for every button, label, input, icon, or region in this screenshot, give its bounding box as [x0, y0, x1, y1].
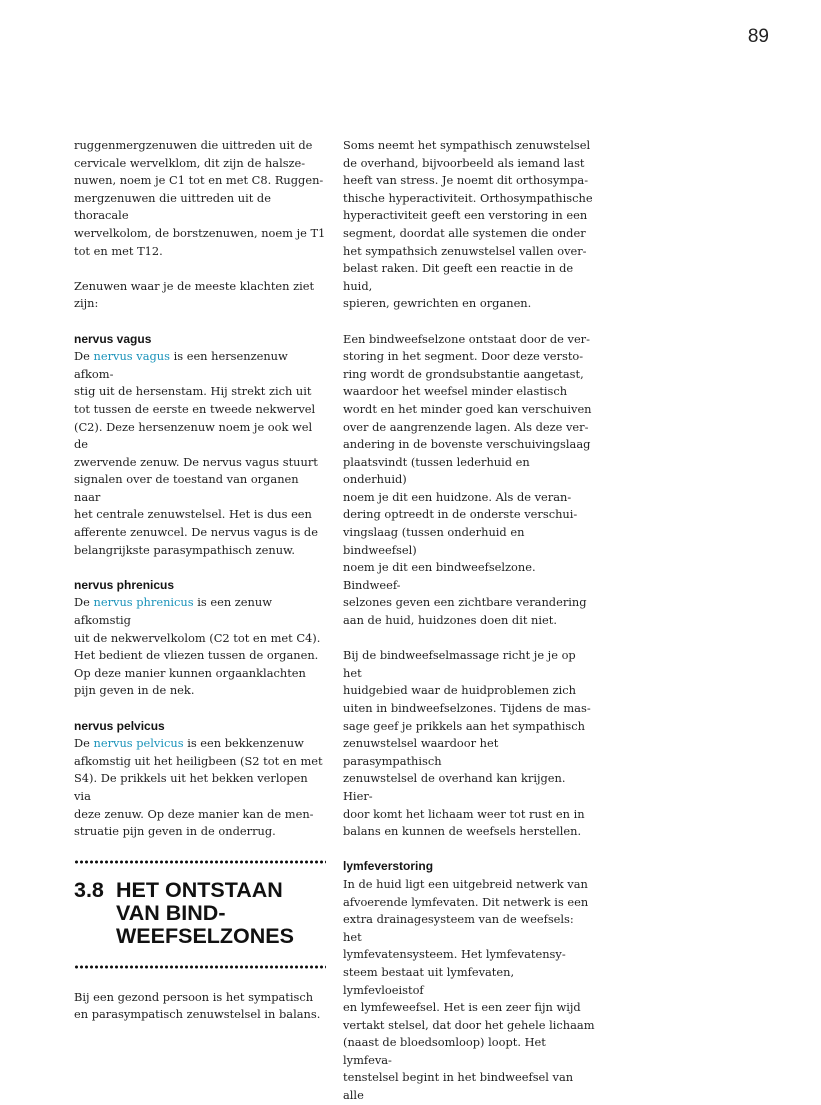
sympathetic-paragraph	[343, 137, 595, 313]
text-line: Bij een gezond persoon is het sympatisch	[74, 989, 314, 1004]
page-number: 89	[747, 26, 769, 47]
section-title-line: HET ONTSTAAN	[116, 877, 283, 902]
text-line: nuwen, noem je C1 tot en met C8. Ruggen-	[74, 173, 324, 188]
connective-zone-paragraph	[343, 331, 595, 630]
text-line: segment, doordat alle systemen die onder	[343, 225, 586, 240]
text-line: In de huid ligt een uitgebreid netwerk van	[343, 876, 588, 891]
text-line: thische hyperactiviteit. Orthosympathische	[343, 190, 593, 205]
text-line: balans en kunnen de weefsels herstellen.	[343, 824, 582, 839]
text-line: (C2). Deze hersenzenuw noem je ook wel de	[74, 419, 313, 452]
text-line: aan de huid, huidzones doen dit niet.	[343, 613, 557, 628]
lymph-block	[343, 858, 595, 1104]
text-line: en lymfeweefsel. Het is een zeer fijn wijd	[343, 1000, 581, 1015]
text-line: vingslaag (tussen onderhuid en bindweefsel)	[343, 525, 525, 557]
pelvicus-block	[74, 718, 326, 841]
text-line: zwervende zenuw. De nervus vagus stuurt	[74, 454, 318, 469]
text-line: door komt het lichaam weer tot rust en in	[343, 806, 585, 821]
text-line: Een bindweefselzone ontstaat door de ver-	[343, 331, 590, 346]
phrenicus-heading: nervus phrenicus	[74, 577, 175, 592]
text-line: extra drainagesysteem van de weefsels: het	[343, 912, 574, 944]
text-suffix: is een bekkenzenuw	[183, 736, 304, 751]
text-line: en parasympatisch zenuwstelsel in balans.	[74, 1007, 321, 1022]
text-line: wordt en het minder goed kan verschuiven	[343, 401, 592, 416]
text-line: ring wordt de grondsubstantie aangetast,	[343, 366, 584, 381]
text-line: over de aangrenzende lagen. Als deze ver-	[343, 419, 589, 434]
text-line: signalen over de toestand van organen naar	[74, 472, 299, 504]
text-line: zenuwstelsel waardoor het parasympathisch	[343, 736, 499, 768]
text-line: selzones geven een zichtbare verandering	[343, 595, 587, 610]
intro-paragraph	[74, 137, 326, 260]
text-line: huidgebied waar de huidproblemen zich	[343, 683, 577, 698]
text-line: plaatsvindt (tussen lederhuid en onderhuid)	[343, 454, 530, 487]
text-line: steem bestaat uit lymfevaten, lymfevloeistof	[343, 964, 515, 997]
text-line: belangrijkste parasympathisch zenuw.	[74, 542, 296, 557]
text-line: de overhand, bijvoorbeeld als iemand last	[343, 155, 585, 170]
text-line	[74, 594, 326, 629]
left-column	[74, 137, 326, 1024]
phrenicus-term: nervus phrenicus	[93, 595, 194, 610]
text-line: tenstelsel begint in het bindweefsel van alle	[343, 1070, 574, 1103]
text-suffix: is een zenuw afkomstig	[74, 595, 272, 628]
vagus-heading: nervus vagus	[74, 331, 152, 346]
text-line	[74, 348, 326, 383]
text-line: wervelkolom, de borstzenuwen, noem je T1	[74, 225, 326, 240]
section-number: 3.8	[74, 877, 104, 902]
complaints-intro: Zenuwen waar je de meeste klachten ziet zijn:	[74, 278, 315, 311]
text-prefix: De	[74, 736, 94, 751]
text-prefix: De	[74, 349, 94, 364]
section-title-line: VAN BIND-	[116, 900, 226, 925]
text-line: sage geef je prikkels aan het sympathisch	[343, 718, 585, 733]
text-line: uiten in bindweefselzones. Tijdens de mas-	[343, 701, 591, 715]
text-line: zenuwstelsel de overhand kan krijgen. Hier-	[343, 771, 566, 803]
text-line: hyperactiviteit geeft een verstoring in een	[343, 208, 588, 223]
text-line: afvoerende lymfevaten. Dit netwerk is een	[343, 894, 589, 909]
text-line: stig uit de hersenstam. Hij strekt zich uit	[74, 384, 312, 399]
text-line: noem je dit een bindweefselzone. Bindweef-	[343, 560, 536, 592]
text-line: Soms neemt het sympathisch zenuwstelsel	[343, 138, 591, 152]
text-line: tot tussen de eerste en tweede nekwervel	[74, 401, 316, 416]
text-line: Bij de bindweefselmassage richt je je op het	[343, 648, 576, 680]
text-line: noem je dit een huidzone. Als de veran-	[343, 489, 572, 504]
text-line: storing in het segment. Door deze versto-	[343, 349, 584, 364]
closing-paragraph	[74, 989, 326, 1024]
text-line: pijn geven in de nek.	[74, 683, 195, 698]
text-line: deze zenuw. Op deze manier kan de men-	[74, 806, 314, 821]
text-line: het centrale zenuwstelsel. Het is dus een	[74, 507, 312, 522]
text-line: andering in de bovenste verschuivingslaag	[343, 437, 591, 452]
text-line: uit de nekwervelkolom (C2 tot en met C4).	[74, 630, 321, 645]
text-line: het sympathsich zenuwstelsel vallen over-	[343, 243, 587, 258]
text-line: belast raken. Dit geeft een reactie in de huid,	[343, 261, 574, 293]
section-title-line: WEEFSELZONES	[116, 923, 294, 948]
text-line: vertakt stelsel, dat door het gehele lichaam	[343, 1017, 595, 1032]
section-title	[116, 879, 294, 948]
text-line: spieren, gewrichten en organen.	[343, 296, 532, 311]
text-line: waardoor het weefsel minder elastisch	[343, 384, 568, 399]
text-line: S4). De prikkels uit het bekken verlopen via	[74, 771, 308, 803]
text-line: Op deze manier kunnen orgaanklachten	[74, 665, 306, 680]
text-line: ruggenmergzenuwen die uittreden uit de	[74, 138, 313, 152]
pelvicus-heading: nervus pelvicus	[74, 718, 165, 733]
section-heading	[74, 879, 326, 948]
text-suffix: is een hersenzenuw afkom-	[74, 349, 288, 381]
text-line: cervicale wervelklom, dit zijn de halsze-	[74, 155, 306, 170]
text-line: afkomstig uit het heiligbeen (S2 tot en met	[74, 753, 323, 768]
dotted-divider-top	[74, 859, 326, 865]
dotted-divider-bottom	[74, 964, 326, 970]
text-line: afferente zenuwcel. De nervus vagus is de	[74, 525, 318, 540]
text-line: tot en met T12.	[74, 243, 163, 258]
vagus-term: nervus vagus	[93, 349, 170, 364]
text-line: dering optreedt in de onderste verschui-	[343, 507, 578, 522]
text-line: lymfevatensysteem. Het lymfevatensy-	[343, 947, 566, 962]
text-line: struatie pijn geven in de onderrug.	[74, 824, 276, 839]
vagus-block	[74, 331, 326, 560]
text-line: mergzenuwen die uittreden uit de thoracale	[74, 190, 271, 223]
text-line: (naast de bloedsomloop) loopt. Het lymfeva-	[343, 1035, 546, 1067]
right-column	[343, 137, 595, 1105]
text-prefix: De	[74, 595, 94, 610]
lymph-heading: lymfeverstoring	[343, 859, 434, 874]
phrenicus-block	[74, 577, 326, 700]
massage-paragraph	[343, 647, 595, 841]
text-line: heeft van stress. Je noemt dit orthosympa-	[343, 173, 589, 188]
text-line	[74, 735, 326, 753]
text-line: Het bedient de vliezen tussen de organen.	[74, 648, 319, 663]
pelvicus-term: nervus pelvicus	[93, 736, 184, 751]
